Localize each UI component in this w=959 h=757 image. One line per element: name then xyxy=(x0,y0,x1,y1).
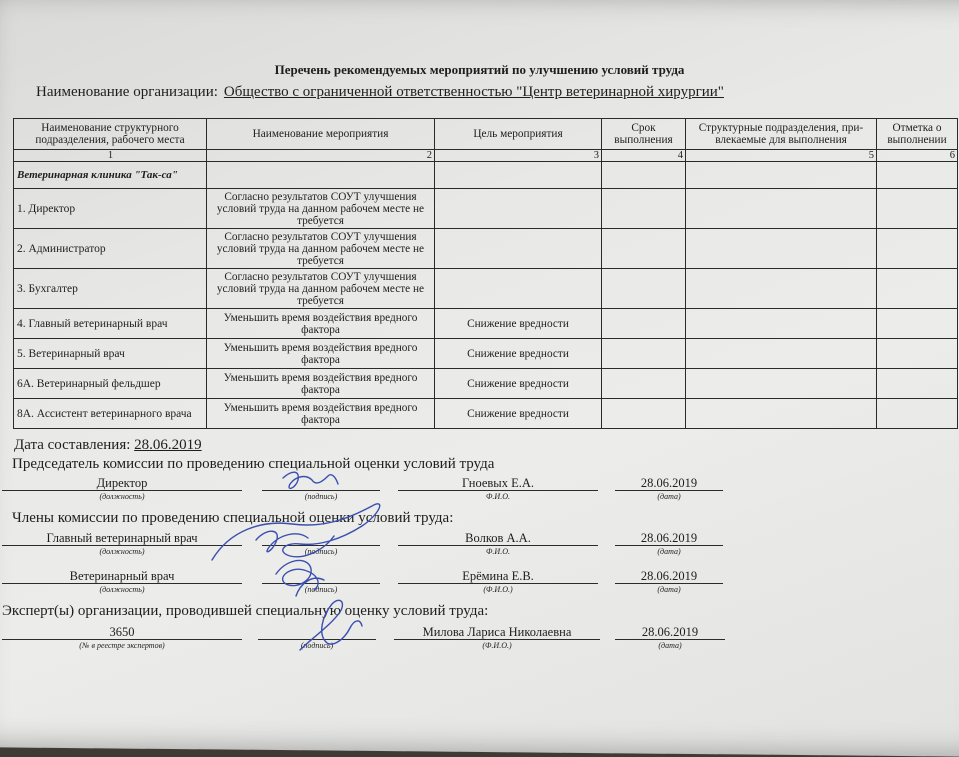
section-row xyxy=(14,162,958,189)
empty-cell xyxy=(686,189,877,229)
goal-cell: Снижение вредности xyxy=(435,369,602,399)
empty-cell xyxy=(602,399,686,429)
empty-cell xyxy=(877,269,958,309)
measure-cell: Согласно результатов СОУТ улучшения условий труда на данном рабочем месте не требуется xyxy=(207,189,435,229)
member-name: Ерёмина Е.В. xyxy=(462,569,534,583)
empty-cell xyxy=(602,229,686,269)
caption-position: (должность) xyxy=(99,547,145,556)
chairman-position: Директор xyxy=(96,476,148,490)
goal-cell xyxy=(435,229,602,269)
column-number: 2 xyxy=(207,150,435,162)
empty-cell xyxy=(877,309,958,339)
document-title: Перечень рекомендуемых мероприятий по улучшению условий труда xyxy=(274,62,685,77)
empty-cell xyxy=(602,162,686,189)
chairman-date: 28.06.2019 xyxy=(640,476,698,490)
empty-cell xyxy=(435,162,602,189)
caption-fio: Ф.И.О. xyxy=(486,492,510,501)
empty-cell xyxy=(207,162,435,189)
workplace-cell: 8А. Ассистент ветеринарного врача xyxy=(14,399,207,429)
empty-cell xyxy=(602,189,686,229)
empty-cell xyxy=(686,269,877,309)
caption-date: (дата) xyxy=(658,641,682,650)
chairman-name: Гноевых Е.А. xyxy=(462,476,534,490)
goal-cell xyxy=(435,269,602,309)
empty-cell xyxy=(877,339,958,369)
organization-name: Общество с ограниченной ответственностью "Центр ветеринарной хирургии" xyxy=(223,84,724,100)
empty-cell xyxy=(602,369,686,399)
empty-cell xyxy=(877,369,958,399)
header-workplace: Наименование структурного подразделения, рабочего места xyxy=(14,119,207,150)
caption-fio: (Ф.И.О.) xyxy=(482,641,512,650)
organization-label: Наименование организации: xyxy=(36,84,218,100)
workplace-cell: 4. Главный ветеринарный врач xyxy=(14,309,207,339)
measure-cell: Уменьшить время воздействия вредного фактора xyxy=(207,369,435,399)
workplace-cell: 3. Бухгалтер xyxy=(14,269,207,309)
empty-cell xyxy=(877,229,958,269)
workplace-cell: 5. Ветеринарный врач xyxy=(14,339,207,369)
header-measure: Наименование мероприятия xyxy=(207,119,435,150)
header-deadline: Срок выполнения xyxy=(602,119,686,150)
date-compiled xyxy=(14,437,202,454)
member-date: 28.06.2019 xyxy=(640,531,698,545)
expert-heading: Эксперт(ы) организации, проводившей специальную оценку условий труда: xyxy=(2,603,489,619)
table-row xyxy=(14,229,958,269)
empty-cell xyxy=(602,309,686,339)
header-departments: Структурные подразделения, при-влекаемые для выполнения xyxy=(686,119,877,150)
expert-date: 28.06.2019 xyxy=(641,625,699,639)
goal-cell: Снижение вредности xyxy=(435,339,602,369)
member-date: 28.06.2019 xyxy=(640,569,698,583)
caption-signature: (подпись) xyxy=(304,547,338,556)
expert-name: Милова Лариса Николаевна xyxy=(422,625,572,639)
member-position: Главный ветеринарный врач xyxy=(46,531,198,545)
table-row xyxy=(14,189,958,229)
caption-position: (должность) xyxy=(99,492,145,501)
caption-registry: (№ в реестре экспертов) xyxy=(79,641,165,650)
empty-cell xyxy=(602,339,686,369)
table-row xyxy=(14,309,958,339)
column-number: 4 xyxy=(602,150,686,162)
chairman-heading: Председатель комиссии по проведению специальной оценки условий труда xyxy=(12,456,495,472)
column-number: 3 xyxy=(435,150,602,162)
measure-cell: Согласно результатов СОУТ улучшения условий труда на данном рабочем месте не требуется xyxy=(207,229,435,269)
workplace-cell: 2. Администратор xyxy=(14,229,207,269)
goal-cell xyxy=(435,189,602,229)
table-row xyxy=(14,369,958,399)
section-title: Ветеринарная клиника "Так-са" xyxy=(14,162,207,189)
goal-cell: Снижение вредности xyxy=(435,309,602,339)
empty-cell xyxy=(602,269,686,309)
members-heading: Члены комиссии по проведению специальной оценки условий труда: xyxy=(12,510,454,526)
date-compiled-value: 28.06.2019 xyxy=(134,437,202,453)
goal-cell: Снижение вредности xyxy=(435,399,602,429)
measures-table xyxy=(13,118,958,429)
empty-cell xyxy=(877,399,958,429)
date-compiled-label: Дата составления: xyxy=(14,437,131,453)
header-goal: Цель мероприятия xyxy=(435,119,602,150)
signature-line xyxy=(262,583,380,584)
caption-fio: (Ф.И.О.) xyxy=(483,585,513,594)
caption-date: (дата) xyxy=(657,585,681,594)
measure-cell: Уменьшить время воздействия вредного фактора xyxy=(207,399,435,429)
workplace-cell: 1. Директор xyxy=(14,189,207,229)
column-number: 5 xyxy=(686,150,877,162)
caption-signature: (подпись) xyxy=(304,585,338,594)
empty-cell xyxy=(877,162,958,189)
empty-cell xyxy=(686,369,877,399)
signature-line xyxy=(258,639,376,640)
caption-date: (дата) xyxy=(657,547,681,556)
workplace-cell: 6А. Ветеринарный фельдшер xyxy=(14,369,207,399)
table-row xyxy=(14,339,958,369)
header-completion-mark: Отметка о выполнении xyxy=(877,119,958,150)
signature-line xyxy=(262,490,380,491)
empty-cell xyxy=(686,339,877,369)
caption-fio: Ф.И.О. xyxy=(486,547,510,556)
member-name: Волков А.А. xyxy=(465,531,531,545)
measure-cell: Уменьшить время воздействия вредного фактора xyxy=(207,309,435,339)
organization-line xyxy=(36,84,724,101)
caption-signature: (подпись) xyxy=(300,641,334,650)
table-row xyxy=(14,269,958,309)
caption-signature: (подпись) xyxy=(304,492,338,501)
member-position: Ветеринарный врач xyxy=(69,569,175,583)
table-row xyxy=(14,399,958,429)
caption-date: (дата) xyxy=(657,492,681,501)
column-number: 1 xyxy=(14,150,207,162)
empty-cell xyxy=(686,309,877,339)
measure-cell: Уменьшить время воздействия вредного фактора xyxy=(207,339,435,369)
caption-position: (должность) xyxy=(99,585,145,594)
measure-cell: Согласно результатов СОУТ улучшения условий труда на данном рабочем месте не требуется xyxy=(207,269,435,309)
empty-cell xyxy=(686,229,877,269)
column-number: 6 xyxy=(877,150,958,162)
empty-cell xyxy=(686,162,877,189)
expert-registry: 3650 xyxy=(109,625,135,639)
signature-line xyxy=(262,545,380,546)
empty-cell xyxy=(877,189,958,229)
empty-cell xyxy=(686,399,877,429)
